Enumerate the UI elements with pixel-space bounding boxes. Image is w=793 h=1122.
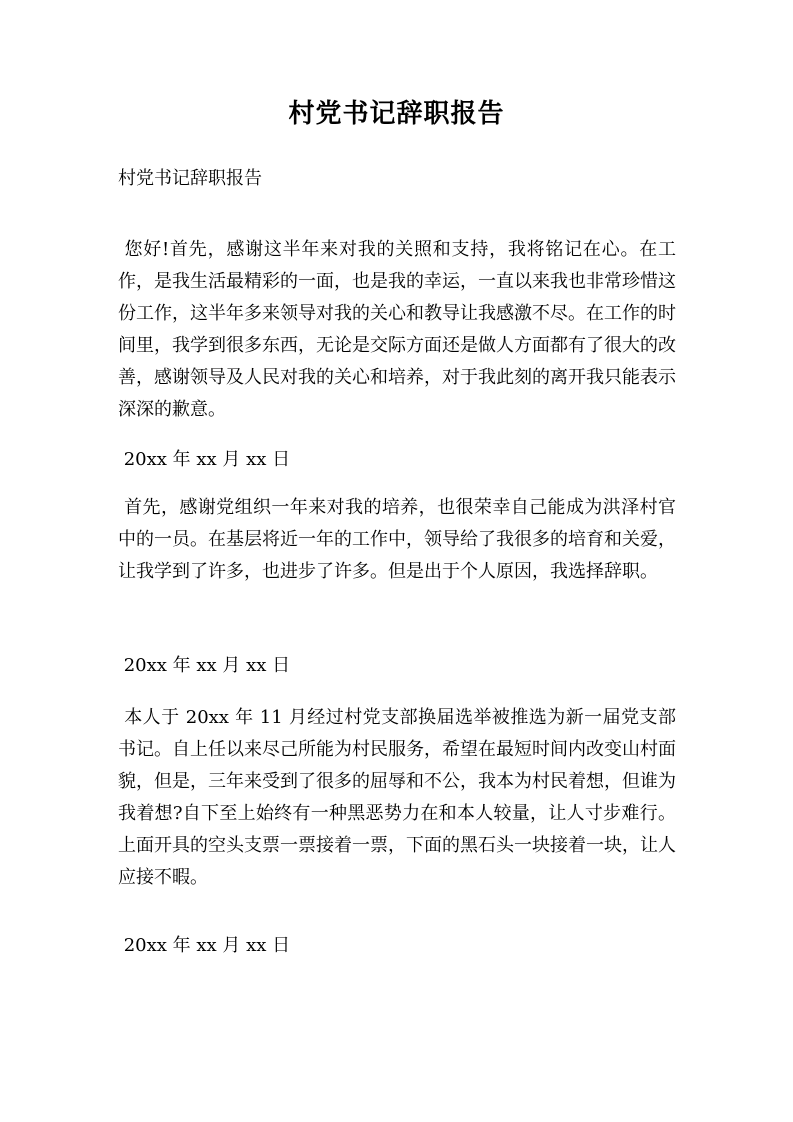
paragraph-2: 首先，感谢党组织一年来对我的培养，也很荣幸自己能成为洪泽村官中的一员。在基层将近一年的工作中，领导给了我很多的培育和关爱，让我学到了许多，也进步了许多。但是出于个人原因，我选择辞职。 <box>118 497 676 582</box>
date-line-2: 20xx 年 xx 月 xx 日 <box>118 655 291 676</box>
date-line-1: 20xx 年 xx 月 xx 日 <box>118 449 291 470</box>
document-title: 村党书记辞职报告 <box>288 99 505 129</box>
date-line-3: 20xx 年 xx 月 xx 日 <box>118 935 291 956</box>
document-subtitle: 村党书记辞职报告 <box>118 168 262 189</box>
paragraph-1: 您好!首先，感谢这半年来对我的关照和支持，我将铭记在心。在工作，是我生活最精彩的一面，也是我的幸运，一直以来我也非常珍惜这份工作，这半年多来领导对我的关心和教导让我感激不尽。在工作的时间里，我学到很多东西，无论是交际方面还是做人方面都有了很大的改善，感谢领导及人民对我的关心和培养，对于我此刻的离开我只能表示深深的歉意。 <box>118 239 676 420</box>
paragraph-3: 本人于 20xx 年 11 月经过村党支部换届选举被推选为新一届党支部书记。自上任以来尽己所能为村民服务，希望在最短时间内改变山村面貌，但是，三年来受到了很多的屈辱和不公，我本为村民着想，但谁为我着想?自下至上始终有一种黑恶势力在和本人较量，让人寸步难行。上面开具的空头支票一票接着一票，下面的黑石头一块接着一块，让人应接不暇。 <box>118 707 676 888</box>
